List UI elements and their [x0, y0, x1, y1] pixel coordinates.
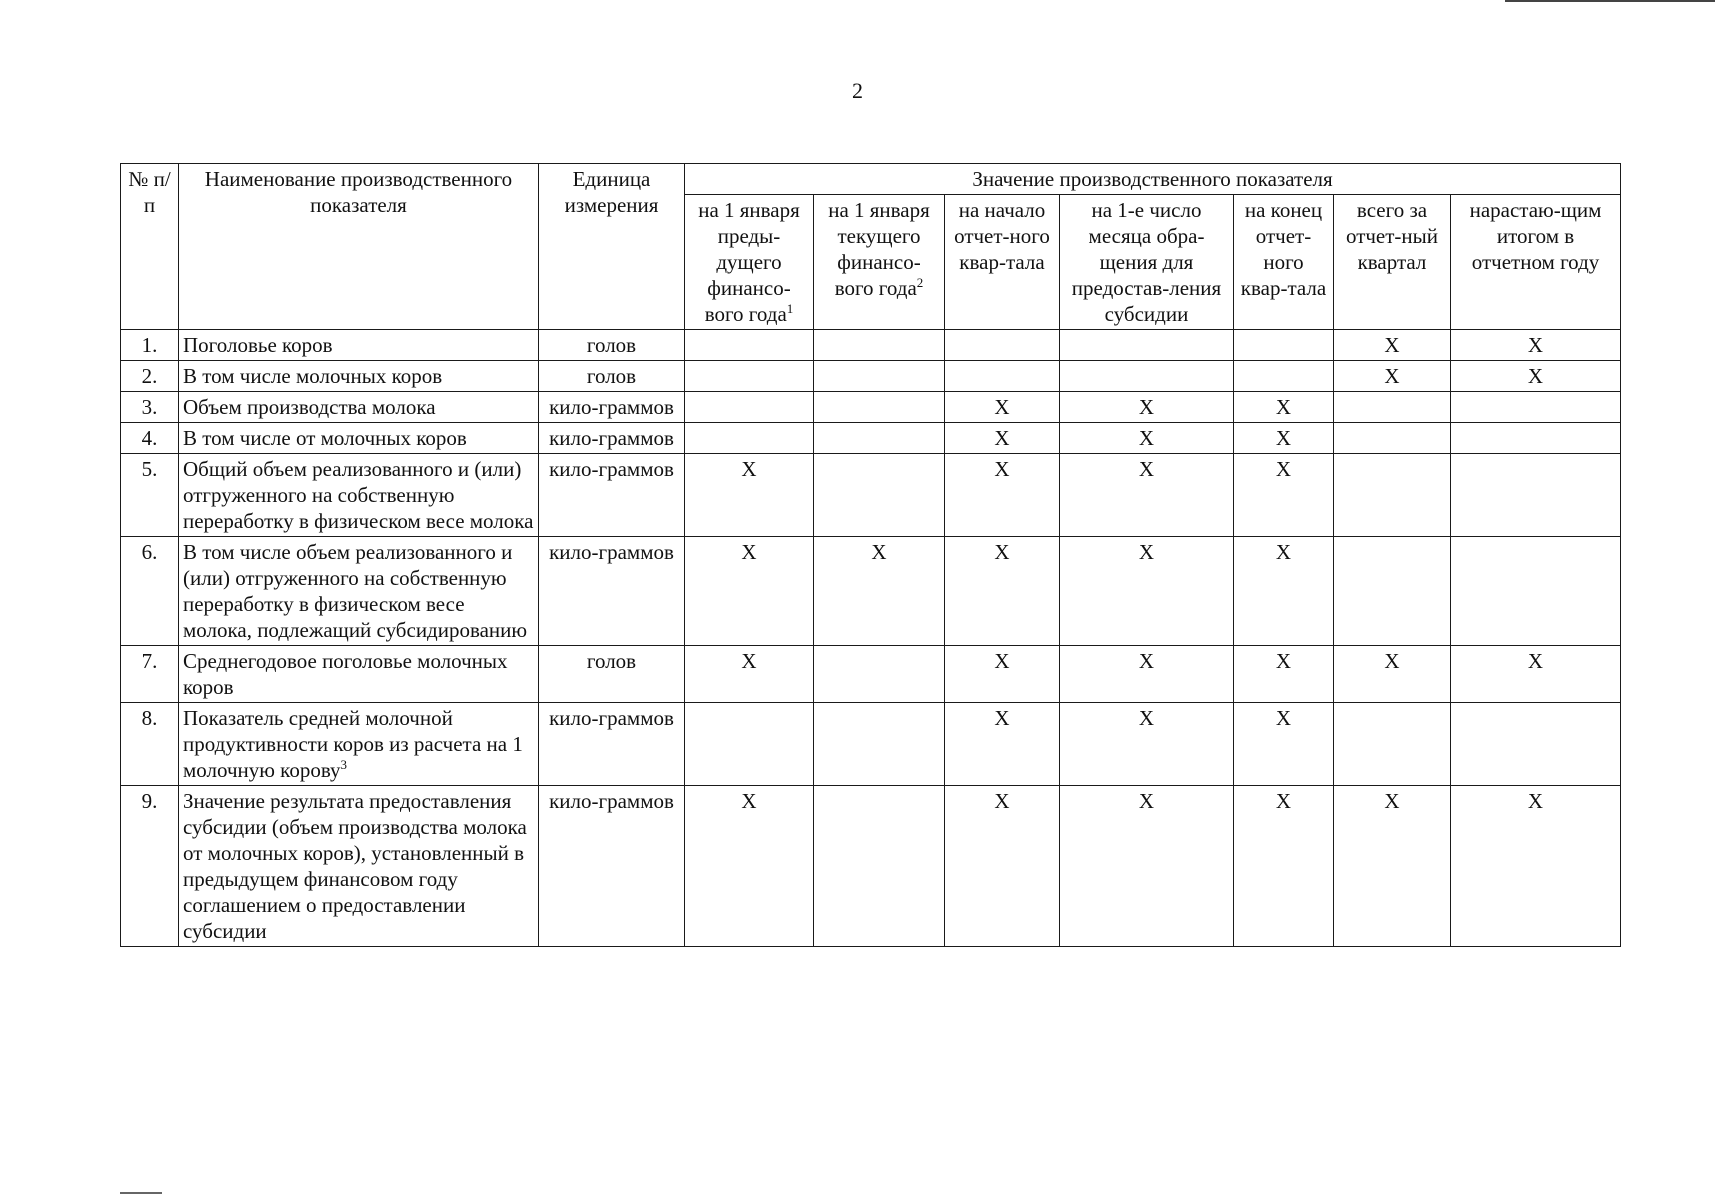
value-cell: [685, 392, 814, 423]
value-cell: [685, 423, 814, 454]
value-cell: [945, 330, 1060, 361]
value-cell: X: [945, 537, 1060, 646]
header-subcol-label: на 1-е число месяца обра-щения для предостав-ления субсидии: [1071, 198, 1222, 326]
row-number: 8.: [121, 703, 179, 786]
value-cell: X: [1451, 786, 1621, 947]
indicator-name: [179, 361, 539, 392]
header-unit: Единица измерения: [539, 164, 685, 330]
value-cell: X: [1234, 423, 1334, 454]
indicator-name-text: Значение результата предоставления субсидии (объем производства молока от молочных коров), установленный в предыдущем финансовом году соглашением о предоставлении субсидии: [183, 789, 527, 943]
unit-of-measure: голов: [539, 646, 685, 703]
value-cell: X: [1234, 392, 1334, 423]
header-subcol-label: на 1 января текущего финансо-вого года: [828, 198, 930, 300]
value-cell: X: [1060, 786, 1234, 947]
value-cell: [1451, 537, 1621, 646]
value-cell: [1334, 423, 1451, 454]
footnote-ref: 1: [786, 301, 794, 316]
header-value-group: Значение производственного показателя: [685, 164, 1621, 195]
value-cell: [814, 646, 945, 703]
row-number: 2.: [121, 361, 179, 392]
value-cell: [814, 786, 945, 947]
unit-of-measure: кило-граммов: [539, 423, 685, 454]
header-subcol-label: на конец отчет-ного квар-тала: [1240, 198, 1327, 300]
value-cell: [1060, 330, 1234, 361]
value-cell: X: [1060, 703, 1234, 786]
indicator-name-text: В том числе объем реализованного и (или) отгруженного на собственную переработку в физическом весе молока, подлежащий субсидированию: [183, 540, 528, 642]
value-cell: [1234, 361, 1334, 392]
value-cell: [945, 361, 1060, 392]
bottom-mark: [120, 1192, 162, 1194]
value-cell: [814, 330, 945, 361]
unit-of-measure: кило-граммов: [539, 392, 685, 423]
row-number: 1.: [121, 330, 179, 361]
value-cell: X: [685, 786, 814, 947]
value-cell: X: [1334, 330, 1451, 361]
value-cell: X: [685, 646, 814, 703]
value-cell: [685, 330, 814, 361]
value-cell: [1334, 454, 1451, 537]
indicator-name: [179, 392, 539, 423]
value-cell: [1334, 537, 1451, 646]
header-subcol-1: [685, 195, 814, 330]
value-cell: X: [1234, 703, 1334, 786]
value-cell: [1451, 423, 1621, 454]
unit-of-measure: кило-граммов: [539, 703, 685, 786]
unit-of-measure: кило-граммов: [539, 454, 685, 537]
value-cell: [1451, 392, 1621, 423]
indicator-name-text: Показатель средней молочной продуктивности коров из расчета на 1 молочную корову: [183, 706, 523, 782]
indicator-name: [179, 646, 539, 703]
value-cell: X: [1060, 537, 1234, 646]
value-cell: [814, 454, 945, 537]
value-cell: X: [1451, 646, 1621, 703]
value-cell: X: [1234, 646, 1334, 703]
value-cell: X: [945, 423, 1060, 454]
value-cell: X: [814, 537, 945, 646]
indicator-name: [179, 423, 539, 454]
indicator-name-text: Объем производства молока: [183, 395, 436, 419]
value-cell: X: [1060, 423, 1234, 454]
value-cell: [814, 392, 945, 423]
value-cell: X: [1451, 361, 1621, 392]
indicator-name: [179, 454, 539, 537]
header-subcol-label: на 1 января преды-дущего финансо-вого года: [698, 198, 800, 326]
header-subcol-4: [1060, 195, 1234, 330]
header-subcol-7: [1451, 195, 1621, 330]
row-number: 9.: [121, 786, 179, 947]
value-cell: X: [1060, 646, 1234, 703]
value-cell: X: [685, 537, 814, 646]
indicator-name-text: Общий объем реализованного и (или) отгруженного на собственную переработку в физическом весе молока: [183, 457, 534, 533]
value-cell: X: [945, 454, 1060, 537]
value-cell: [1451, 703, 1621, 786]
indicator-name: [179, 330, 539, 361]
indicator-name-text: В том числе молочных коров: [183, 364, 443, 388]
value-cell: X: [945, 392, 1060, 423]
value-cell: X: [1234, 537, 1334, 646]
value-cell: X: [685, 454, 814, 537]
value-cell: [685, 361, 814, 392]
value-cell: X: [1334, 646, 1451, 703]
header-num: № п/п: [121, 164, 179, 330]
value-cell: [1234, 330, 1334, 361]
footnote-ref: 3: [340, 757, 348, 772]
indicator-name-text: Среднегодовое поголовье молочных коров: [183, 649, 508, 699]
header-subcol-label: на начало отчет-ного квар-тала: [954, 198, 1050, 274]
top-edge-line: [1505, 0, 1715, 2]
unit-of-measure: голов: [539, 361, 685, 392]
indicator-name-text: В том числе от молочных коров: [183, 426, 467, 450]
value-cell: X: [1334, 786, 1451, 947]
header-row-top: [121, 164, 1621, 195]
indicator-name: [179, 703, 539, 786]
table-row: [121, 392, 1621, 423]
value-cell: [1060, 361, 1234, 392]
value-cell: X: [1334, 361, 1451, 392]
value-cell: [814, 361, 945, 392]
value-cell: X: [1234, 454, 1334, 537]
value-cell: X: [945, 786, 1060, 947]
table-row: [121, 361, 1621, 392]
value-cell: X: [945, 646, 1060, 703]
value-cell: X: [945, 703, 1060, 786]
row-number: 4.: [121, 423, 179, 454]
header-subcol-3: [945, 195, 1060, 330]
production-indicators-table: [120, 163, 1621, 947]
table-row: [121, 786, 1621, 947]
value-cell: [814, 703, 945, 786]
row-number: 5.: [121, 454, 179, 537]
indicator-name: [179, 537, 539, 646]
table-row: [121, 703, 1621, 786]
value-cell: X: [1060, 454, 1234, 537]
table-row: [121, 454, 1621, 537]
indicator-name: [179, 786, 539, 947]
header-name: Наименование производственного показателя: [179, 164, 539, 330]
row-number: 6.: [121, 537, 179, 646]
value-cell: [1334, 703, 1451, 786]
header-subcol-6: [1334, 195, 1451, 330]
unit-of-measure: голов: [539, 330, 685, 361]
indicator-name-text: Поголовье коров: [183, 333, 333, 357]
value-cell: X: [1451, 330, 1621, 361]
table-row: [121, 330, 1621, 361]
table-row: [121, 646, 1621, 703]
unit-of-measure: кило-граммов: [539, 537, 685, 646]
table-row: [121, 423, 1621, 454]
value-cell: [685, 703, 814, 786]
page-number: 2: [852, 78, 863, 103]
row-number: 7.: [121, 646, 179, 703]
header-subcol-5: [1234, 195, 1334, 330]
table-body: [121, 330, 1621, 947]
value-cell: [814, 423, 945, 454]
unit-of-measure: кило-граммов: [539, 786, 685, 947]
row-number: 3.: [121, 392, 179, 423]
value-cell: X: [1234, 786, 1334, 947]
footnote-ref: 2: [916, 275, 924, 290]
header-subcol-2: [814, 195, 945, 330]
value-cell: [1451, 454, 1621, 537]
table-row: [121, 537, 1621, 646]
value-cell: [1334, 392, 1451, 423]
value-cell: X: [1060, 392, 1234, 423]
header-subcol-label: всего за отчет-ный квартал: [1345, 198, 1439, 274]
header-subcol-label: нарастаю-щим итогом в отчетном году: [1469, 198, 1602, 274]
